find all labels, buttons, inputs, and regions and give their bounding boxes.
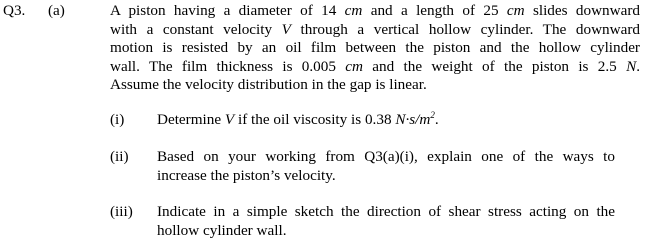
part-label: (a): [48, 2, 65, 19]
subpart-line: hollow cylinder wall.: [157, 221, 287, 239]
subpart-line: Determine V if the oil viscosity is 0.38 $N\cdot s/m^2$.: [157, 110, 439, 128]
subpart-text-i: [157, 111, 615, 130]
subpart-line: Based on your working from Q3(a)(i), explain one of the ways to: [157, 148, 615, 165]
stem-line: motion is resisted by an oil film between the piston and the hollow cylinder: [110, 39, 640, 56]
subpart-label-ii: (ii): [110, 148, 129, 165]
subpart-line: Indicate in a simple sketch the direction of shear stress acting on the: [157, 203, 615, 220]
stem-line: A piston having a diameter of 14 cm and a length of 25 cm slides downward: [110, 2, 640, 19]
subpart-label-i: (i): [110, 111, 125, 128]
subpart-label-iii: (iii): [110, 203, 133, 220]
stem-line: wall. The film thickness is 0.005 cm and the weight of the piston is 2.5 N.: [110, 57, 640, 75]
question-stem: [110, 2, 640, 95]
question-number: Q3.: [3, 2, 26, 19]
subpart-line: increase the piston’s velocity.: [157, 166, 336, 184]
stem-line: with a constant velocity V through a vertical hollow cylinder. The downward: [110, 20, 641, 38]
subpart-text-ii: [157, 148, 615, 185]
stem-line: Assume the velocity distribution in the gap is linear.: [110, 76, 427, 93]
subpart-text-iii: [157, 203, 615, 240]
